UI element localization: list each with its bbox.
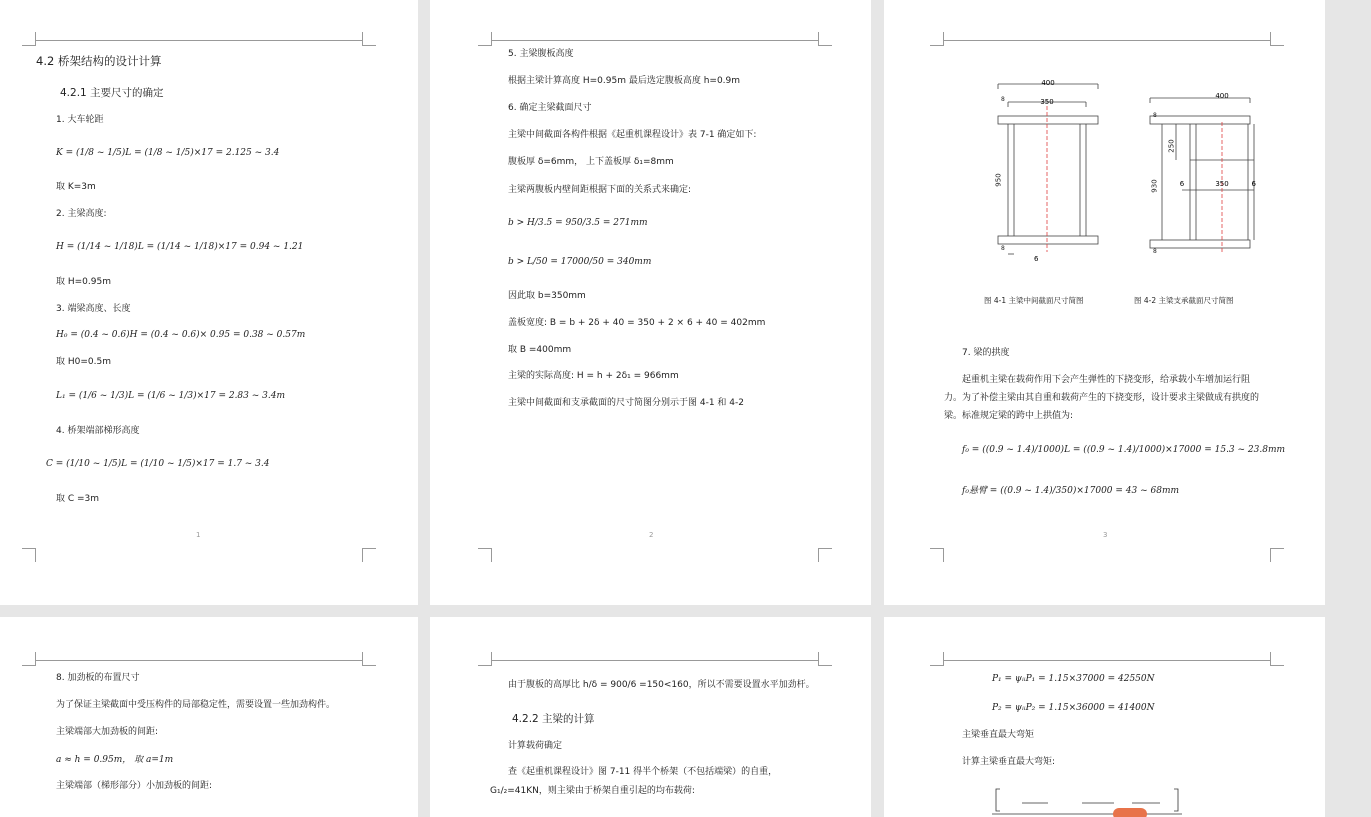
dim-label: 350: [1040, 98, 1054, 106]
text-line: 取 B =400mm: [508, 345, 572, 355]
text-line: 计算主梁垂直最大弯矩:: [962, 757, 1056, 767]
crop-mark: [362, 548, 376, 562]
list-item: 2. 主梁高度:: [56, 209, 107, 219]
crop-mark: [362, 32, 376, 46]
crop-mark: [478, 32, 492, 46]
document-page-3: [884, 0, 1325, 605]
document-page-5: [430, 617, 871, 817]
dim-label: 8: [1001, 96, 1005, 103]
text-line: 因此取 b=350mm: [508, 291, 586, 301]
text-line: 为了保证主梁截面中受压构件的局部稳定性，需要设置一些加劲构件。: [56, 700, 336, 710]
figure-4-1-diagram: [994, 76, 1104, 266]
document-page-4: [0, 617, 418, 817]
header-rule: [944, 40, 1270, 41]
formula: P₂ = ψᵢᵢP₂ = 1.15×36000 = 41400N: [992, 703, 1155, 713]
formula: a ≈ h = 0.95m， 取 a=1m: [56, 755, 174, 765]
crop-mark: [1270, 32, 1284, 46]
text-line: 主梁两腹板内壁间距根据下面的关系式来确定:: [508, 185, 692, 195]
formula: P₁ = ψᵢᵢP₁ = 1.15×37000 = 42550N: [992, 674, 1155, 684]
formula: K = (1/8 ~ 1/5)L = (1/8 ~ 1/5)×17 = 2.125 ~ 3.4: [56, 148, 280, 158]
text-line: 取 C =3m: [56, 494, 100, 504]
header-rule: [36, 40, 362, 41]
section-heading: 4.2 桥架结构的设计计算: [36, 54, 162, 68]
list-item: 5. 主梁腹板高度: [508, 49, 574, 59]
header-rule: [944, 660, 1270, 661]
formula: b > H/3.5 = 950/3.5 = 271mm: [508, 218, 648, 228]
dim-label: 8: [1153, 112, 1157, 119]
figure-4-2-diagram: [1146, 86, 1256, 266]
list-item: 8. 加劲板的布置尺寸: [56, 673, 140, 683]
text-line: 取 H=0.95m: [56, 277, 111, 287]
text-line: G₁/₂=41KN，则主梁由于桥架自重引起的均布载荷:: [490, 786, 695, 796]
dim-label: 930: [1150, 179, 1159, 193]
list-item: 3. 端梁高度、长度: [56, 304, 131, 314]
document-page-1: [0, 0, 418, 605]
text-line: 由于腹板的高厚比 h/δ = 900/6 =150<160，所以不需要设置水平加劲杆。: [508, 680, 815, 690]
paragraph: 起重机主梁在载荷作用下会产生弹性的下挠变形，给承载小车增加运行阻力。为了补偿主梁由其自重和载荷产生的下挠变形，设计要求主梁做成有拱度的梁。标准规定梁的跨中上拱值为:: [944, 375, 1260, 421]
page-number: 1: [196, 531, 201, 539]
list-item: 1. 大车轮距: [56, 115, 104, 125]
dim-label: 6: [1179, 180, 1185, 188]
formula: b > L/50 = 17000/50 = 340mm: [508, 257, 652, 267]
text-line: 主梁的实际高度: H = h + 2δ₁ = 966mm: [508, 371, 679, 381]
list-item: 7. 梁的拱度: [962, 348, 1010, 358]
subsection-heading: 4.2.1 主要尺寸的确定: [60, 87, 164, 99]
text-line: 查《起重机课程设计》图 7-11 得半个桥架（不包括端梁）的自重，: [508, 767, 778, 777]
crop-mark: [818, 652, 832, 666]
dim-label: 350: [1215, 180, 1229, 188]
scrollbar[interactable]: [1325, 0, 1371, 817]
subsection-heading: 4.2.2 主梁的计算: [512, 713, 595, 725]
crop-mark: [1270, 548, 1284, 562]
dim-label: 6: [1251, 180, 1256, 188]
formula: H = (1/14 ~ 1/18)L = (1/14 ~ 1/18)×17 = 0.94 ~ 1.21: [56, 242, 304, 252]
text-line: 主梁垂直最大弯矩: [962, 730, 1035, 740]
text-line: 计算载荷确定: [508, 741, 563, 751]
document-page-6: [884, 617, 1325, 817]
crop-mark: [478, 652, 492, 666]
crop-mark: [1270, 652, 1284, 666]
dim-label: 8: [1001, 245, 1005, 252]
crop-mark: [930, 652, 944, 666]
figure-caption: 图 4-1 主梁中间截面尺寸简图: [984, 296, 1084, 305]
text-line: 根据主梁计算高度 H=0.95m 最后选定腹板高度 h=0.9m: [508, 76, 741, 86]
header-rule: [492, 40, 818, 41]
floating-action-badge[interactable]: [1113, 808, 1147, 817]
crop-mark: [22, 32, 36, 46]
dim-label: 6: [1034, 255, 1039, 263]
page-number: 2: [649, 531, 654, 539]
text-line: 主梁端部（梯形部分）小加劲板的间距:: [56, 781, 213, 791]
text-line: 主梁中间截面和支承截面的尺寸简图分别示于图 4-1 和 4-2: [508, 398, 744, 408]
crop-mark: [818, 548, 832, 562]
crop-mark: [930, 548, 944, 562]
crop-mark: [930, 32, 944, 46]
text-line: 主梁端部大加劲板的间距:: [56, 727, 159, 737]
text-line: 主梁中间截面各构件根据《起重机课程设计》表 7-1 确定如下:: [508, 130, 757, 140]
page-number: 3: [1103, 531, 1108, 539]
text-line: 取 K=3m: [56, 182, 96, 192]
list-item: 4. 桥架端部梯形高度: [56, 426, 140, 436]
text-line: 取 H0=0.5m: [56, 357, 111, 367]
dim-label: 8: [1153, 248, 1157, 255]
formula: C = (1/10 ~ 1/5)L = (1/10 ~ 1/5)×17 = 1.7 ~ 3.4: [46, 459, 270, 469]
crop-mark: [478, 548, 492, 562]
document-page-2: [430, 0, 871, 605]
crop-mark: [22, 652, 36, 666]
header-rule: [492, 660, 818, 661]
dim-label: 400: [1041, 79, 1055, 87]
formula: f₀ = ((0.9 ~ 1.4)/1000)L = ((0.9 ~ 1.4)/1000)×17000 = 15.3 ~ 23.8mm: [962, 445, 1286, 455]
dim-label: 950: [994, 173, 1003, 187]
formula: f₀悬臂 = ((0.9 ~ 1.4)/350)×17000 = 43 ~ 68mm: [962, 486, 1180, 496]
dim-label: 250: [1167, 139, 1176, 153]
crop-mark: [22, 548, 36, 562]
figure-caption: 图 4-2 主梁支承截面尺寸简图: [1134, 296, 1234, 305]
dim-label: 400: [1215, 92, 1229, 100]
moment-formula-graphic: [962, 781, 1212, 817]
crop-mark: [818, 32, 832, 46]
crop-mark: [362, 652, 376, 666]
text-line: 盖板宽度: B = b + 2δ + 40 = 350 + 2 × 6 + 40 = 402mm: [508, 318, 766, 328]
formula: L₁ = (1/6 ~ 1/3)L = (1/6 ~ 1/3)×17 = 2.83 ~ 3.4m: [56, 391, 285, 401]
list-item: 6. 确定主梁截面尺寸: [508, 103, 592, 113]
text-line: 腹板厚 δ=6mm， 上下盖板厚 δ₁=8mm: [508, 157, 674, 167]
formula: H₀ = (0.4 ~ 0.6)H = (0.4 ~ 0.6)× 0.95 = 0.38 ~ 0.57m: [56, 330, 306, 340]
header-rule: [36, 660, 362, 661]
